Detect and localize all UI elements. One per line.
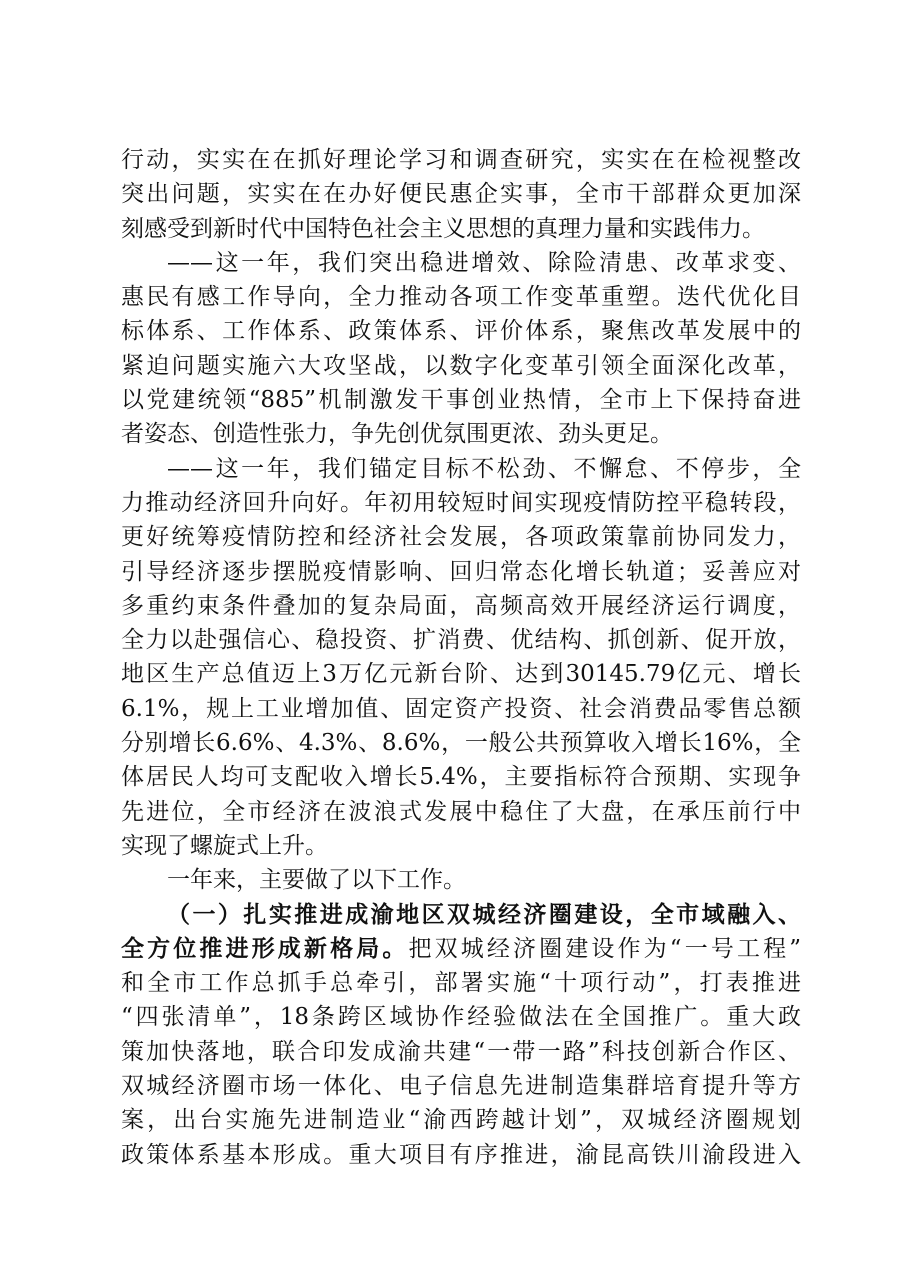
text-line: 刻感受到新时代中国特色社会主义思想的真理力量和实践伟力。 xyxy=(121,215,765,242)
text-line: 全力以赴强信心、稳投资、扩消费、优结构、抓创新、促开放， xyxy=(121,627,801,654)
body-text xyxy=(121,143,801,1172)
text-line: 实现了螺旋式上升。 xyxy=(121,832,328,859)
text-line: 一年来，主要做了以下工作。 xyxy=(167,867,466,894)
section-heading-continuation xyxy=(121,932,801,966)
text-line: 案，出台实施先进制造业“渝西跨越计划”，双城经济圈规划 xyxy=(121,1107,801,1134)
text-line: 突出问题，实实在在办好便民惠企实事，全市干部群众更加深 xyxy=(121,181,801,208)
text-line: 惠民有感工作导向，全力推动各项工作变革重塑。迭代优化目 xyxy=(121,284,801,311)
text-line: ——这一年，我们突出稳进增效、除险清患、改革求变、 xyxy=(167,249,801,276)
text-line: “四张清单”，18条跨区域协作经验做法在全国推广。重大政 xyxy=(121,1004,801,1031)
text-line: 先进位，全市经济在波浪式发展中稳住了大盘，在承压前行中 xyxy=(121,798,801,825)
text-line: 和全市工作总抓手总牵引，部署实施“十项行动”，打表推进 xyxy=(121,970,801,997)
text-line: 多重约束条件叠加的复杂局面，高频高效开展经济运行调度， xyxy=(121,592,801,619)
text-line: 行动，实实在在抓好理论学习和调查研究，实实在在检视整改 xyxy=(121,147,801,173)
text-line: 分别增长6.6%、4.3%、8.6%，一般公共预算收入增长16%，全 xyxy=(121,730,801,757)
text-line: 以党建统领“885”机制激发干事创业热情，全市上下保持奋进 xyxy=(121,387,801,414)
text-line: 策加快落地，联合印发成渝共建“一带一路”科技创新合作区、 xyxy=(121,1038,801,1065)
text-line: 紧迫问题实施六大攻坚战，以数字化变革引领全面深化改革， xyxy=(121,352,801,379)
text-line: 者姿态、创造性张力，争先创优氛围更浓、劲头更足。 xyxy=(121,421,673,448)
text-line: 力推动经济回升向好。年初用较短时间实现疫情防控平稳转段， xyxy=(121,489,801,516)
text-line: 政策体系基本形成。重大项目有序推进，渝昆高铁川渝段进入 xyxy=(121,1141,801,1168)
section-heading: （一）扎实推进成渝地区双城经济圈建设，全市域融入、 xyxy=(167,900,801,928)
text-line: 6.1%，规上工业增加值、固定资产投资、社会消费品零售总额 xyxy=(121,695,801,722)
text-line: ——这一年，我们锚定目标不松劲、不懈怠、不停步，全 xyxy=(167,455,801,482)
text-line: 体居民人均可支配收入增长5.4%，主要指标符合预期、实现争 xyxy=(121,764,801,791)
text-line: 地区生产总值迈上3万亿元新台阶、达到30145.79亿元、增长 xyxy=(121,661,801,688)
section-text-part: 把双城经济圈建设作为“一号工程” xyxy=(408,935,801,962)
text-line: 双城经济圈市场一体化、电子信息先进制造集群培育提升等方 xyxy=(121,1073,801,1100)
text-line: 更好统筹疫情防控和经济社会发展，各项政策靠前协同发力， xyxy=(121,524,801,551)
section-heading-bold-part: 全方位推进形成新格局。 xyxy=(121,934,409,962)
text-line: 标体系、工作体系、政策体系、评价体系，聚焦改革发展中的 xyxy=(121,318,801,345)
text-line: 引导经济逐步摆脱疫情影响、回归常态化增长轨道；妥善应对 xyxy=(121,558,801,585)
